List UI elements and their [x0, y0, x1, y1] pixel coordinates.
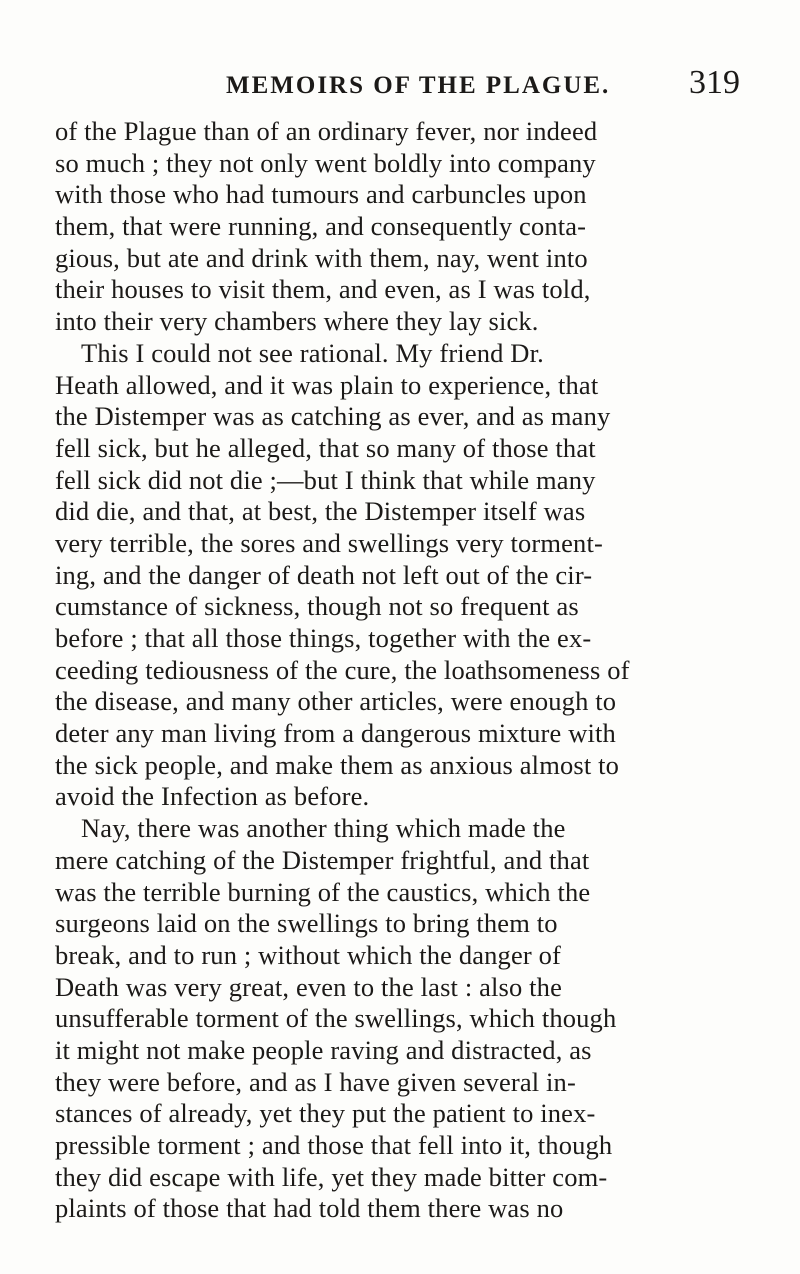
text-line: Heath allowed, and it was plain to experience, that: [55, 369, 599, 400]
text-line: fell sick, but he alleged, that so many of those that: [55, 432, 596, 463]
text-line: mere catching of the Distemper frightful, and that: [55, 844, 590, 875]
text-line: cumstance of sickness, though not so frequent as: [55, 591, 579, 622]
body-text: [55, 116, 745, 1225]
paragraph-start-line: This I could not see rational. My friend Dr.: [81, 337, 544, 368]
text-line: very terrible, the sores and swellings very torment-: [55, 527, 603, 558]
text-line: unsufferable torment of the swellings, which though: [55, 1003, 617, 1034]
paragraph-start-line: Nay, there was another thing which made the: [81, 813, 566, 844]
running-title: MEMOIRS OF THE PLAGUE.: [226, 72, 611, 99]
text-line: they were before, and as I have given several in-: [55, 1066, 576, 1097]
text-line: so much ; they not only went boldly into company: [55, 147, 596, 178]
page-number: 319: [689, 64, 740, 101]
text-line: them, that were running, and consequently conta-: [55, 211, 587, 242]
text-line: ceeding tediousness of the cure, the loathsomeness of: [55, 654, 630, 685]
text-line: the Distemper was as catching as ever, and as many: [55, 401, 611, 432]
text-line: fell sick did not die ;—but I think that while many: [55, 464, 596, 495]
text-line: was the terrible burning of the caustics, which the: [55, 876, 591, 907]
text-line: pressible torment ; and those that fell into it, though: [55, 1130, 613, 1160]
text-line: break, and to run ; without which the danger of: [55, 939, 561, 970]
text-line: the sick people, and make them as anxious almost to: [55, 749, 620, 780]
text-line: Death was very great, even to the last : also the: [55, 971, 562, 1002]
text-line: into their very chambers where they lay sick.: [55, 306, 539, 337]
text-line: gious, but ate and drink with them, nay, went into: [55, 242, 588, 273]
text-line: with those who had tumours and carbuncles upon: [55, 179, 587, 210]
text-line: surgeons laid on the swellings to bring them to: [55, 908, 558, 939]
text-line: they did escape with life, yet they made bitter com-: [55, 1161, 608, 1192]
text-line: deter any man living from a dangerous mixture with: [55, 718, 616, 749]
text-line: it might not make people raving and distracted, as: [55, 1034, 592, 1065]
text-line: did die, and that, at best, the Distemper itself was: [55, 496, 586, 527]
text-line: stances of already, yet they put the patient to inex-: [55, 1098, 596, 1129]
text-line: avoid the Infection as before.: [55, 781, 370, 812]
text-line: before ; that all those things, together with the ex-: [55, 623, 592, 653]
text-line: the disease, and many other articles, were enough to: [55, 686, 617, 717]
text-line: plaints of those that had told them there was no: [55, 1193, 564, 1224]
text-line: ing, and the danger of death not left out of the cir-: [55, 559, 593, 590]
text-line: of the Plague than of an ordinary fever, nor indeed: [55, 116, 598, 146]
text-line: their houses to visit them, and even, as I was told,: [55, 274, 591, 305]
running-head: [60, 62, 740, 102]
